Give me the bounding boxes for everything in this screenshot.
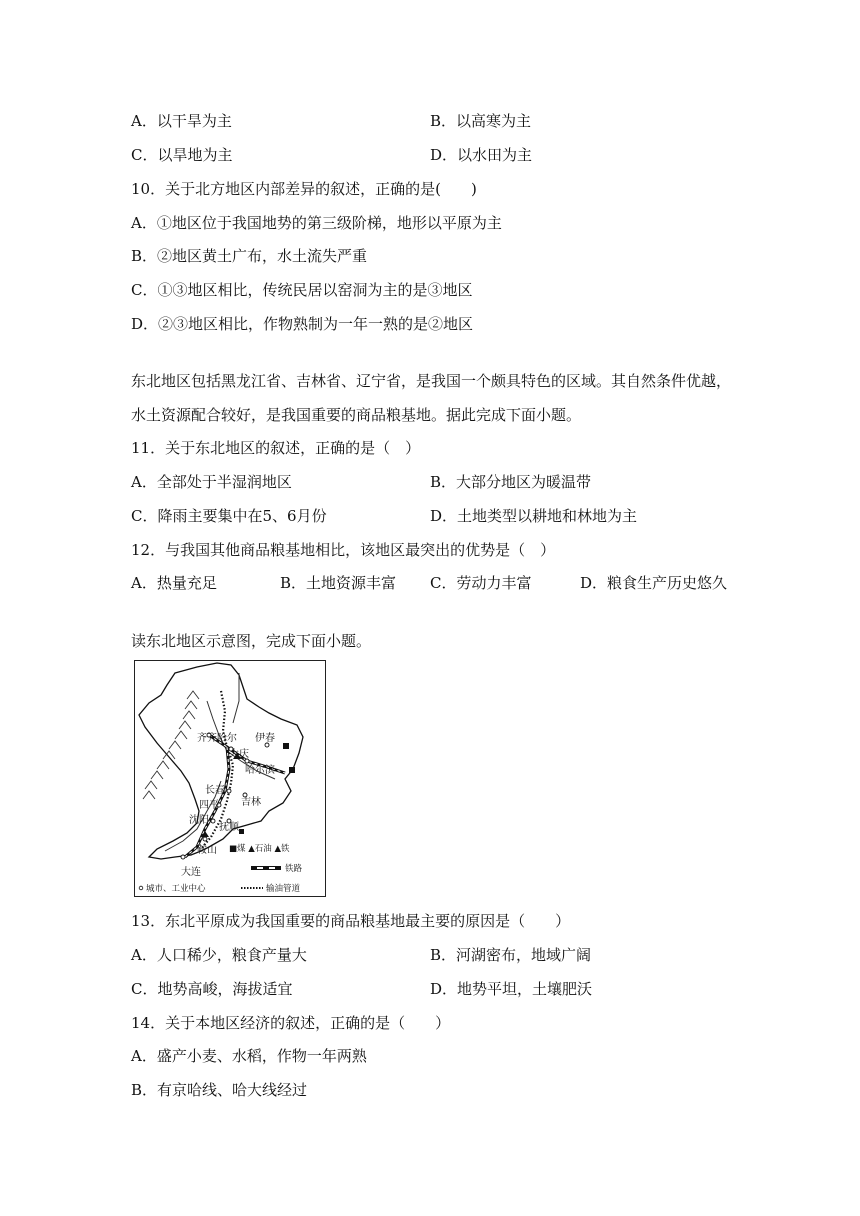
q11-option-a: A．全部处于半湿润地区 [131, 473, 292, 491]
q12-option-d: D．粮食生产历史悠久 [580, 574, 728, 592]
q12-stem: 12．与我国其他商品粮基地相比，该地区最突出的优势是（ ） [131, 541, 556, 559]
coal-symbol [289, 767, 295, 773]
q12-option-c: C．劳动力丰富 [430, 574, 532, 592]
legend-railway: 铁路 [285, 864, 303, 874]
q10-stem: 10．关于北方地区内部差异的叙述，正确的是( ) [131, 180, 477, 198]
city-label-jilin: 吉林 [241, 797, 261, 808]
q12-option-a: A．热量充足 [131, 574, 217, 592]
city-label-siping: 四平 [199, 800, 219, 811]
passage-northeast-line1: 东北地区包括黑龙江省、吉林省、辽宁省，是我国一个颇具特色的区域。其自然条件优越， [131, 372, 732, 390]
q14-option-a: A．盛产小麦、水稻，作物一年两熟 [131, 1047, 367, 1065]
q9-option-b: B．以高寒为主 [430, 112, 532, 130]
coal-symbol [283, 743, 289, 749]
q9-option-d: D．以水田为主 [430, 146, 533, 164]
q13-stem: 13．东北平原成为我国重要的商品粮基地最主要的原因是（ ） [131, 912, 571, 930]
q10-option-b: B．②地区黄土广布，水土流失严重 [131, 247, 368, 265]
city-label-shenyang: 沈阳 [189, 815, 209, 826]
city-label-changchun: 长春 [205, 785, 225, 796]
q13-option-b: B．河湖密布，地域广阔 [430, 946, 592, 964]
city-label-qiqihar: 齐齐哈尔 [197, 733, 237, 744]
q14-stem: 14．关于本地区经济的叙述，正确的是（ ） [131, 1014, 451, 1032]
q13-option-c: C．地势高峻，海拔适宜 [131, 980, 293, 998]
q11-stem: 11．关于东北地区的叙述，正确的是（ ） [131, 439, 421, 457]
city-label-dalian: 大连 [181, 867, 201, 878]
city-label-harbin: 哈尔滨 [245, 765, 275, 776]
map-drawing [135, 661, 325, 896]
mountain-symbols [143, 691, 199, 799]
legend-pipeline: 输油管道 [266, 884, 301, 894]
q9-option-a: A．以干旱为主 [131, 112, 232, 130]
legend-city: 城市、工业中心 [146, 884, 206, 894]
legend-resources: ■煤 ▲石油 ▲铁 [229, 844, 290, 854]
q13-option-a: A．人口稀少，粮食产量大 [131, 946, 307, 964]
q11-option-b: B．大部分地区为暖温带 [430, 473, 592, 491]
q11-option-d: D．土地类型以耕地和林地为主 [430, 507, 638, 525]
city-label-yichun: 伊春 [255, 733, 275, 744]
city-label-fushun: 抚顺 [219, 822, 239, 833]
q12-option-b: B．土地资源丰富 [280, 574, 397, 592]
q11-option-c: C．降雨主要集中在5、6月份 [131, 507, 327, 525]
northeast-china-map [134, 660, 326, 897]
city-label-anshan: 鞍山 [197, 845, 217, 856]
legend-city-symbol [139, 886, 143, 890]
city-label-daqing: 大庆 [229, 749, 249, 760]
q10-option-d: D．②③地区相比，作物熟制为一年一熟的是②地区 [131, 315, 474, 333]
q10-option-c: C．①③地区相比，传统民居以窑洞为主的是③地区 [131, 281, 473, 299]
passage-map-intro: 读东北地区示意图，完成下面小题。 [131, 632, 372, 650]
coal-symbol [239, 829, 244, 834]
q9-option-c: C．以旱地为主 [131, 146, 233, 164]
q14-option-b: B．有京哈线、哈大线经过 [131, 1081, 308, 1099]
legend-railway-symbol [251, 866, 281, 870]
passage-northeast-line2: 水土资源配合较好，是我国重要的商品粮基地。据此完成下面小题。 [131, 406, 582, 424]
q13-option-d: D．地势平坦，土壤肥沃 [430, 980, 593, 998]
q10-option-a: A．①地区位于我国地势的第三级阶梯，地形以平原为主 [131, 214, 502, 232]
